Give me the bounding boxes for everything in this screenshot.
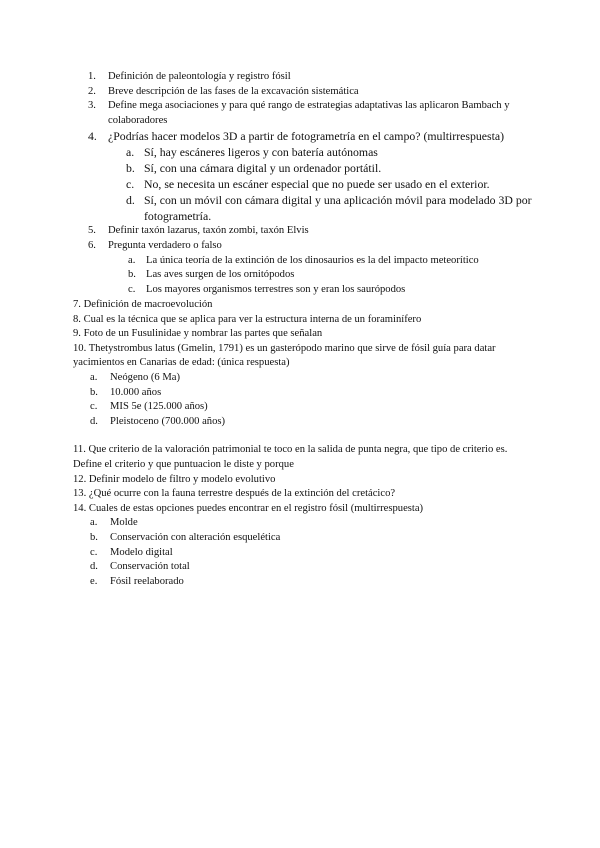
option-text: Sí, con un móvil con cámara digital y una aplicación móvil para modelado 3D por fotogrametría.	[144, 193, 532, 224]
option-item	[88, 176, 536, 192]
option-letter: e.	[90, 575, 98, 587]
list-item	[88, 70, 536, 85]
question-text: ¿Podrías hacer modelos 3D a partir de fotogrametría en el campo? (multirrespuesta)	[108, 129, 505, 144]
question-text: Definición de paleontología y registro fósil	[108, 71, 291, 82]
option-text: Sí, hay escáneres ligeros y con batería autónomas	[144, 145, 378, 160]
option-item	[73, 415, 536, 430]
numbered-question-list	[88, 70, 536, 297]
option-letter: b.	[126, 161, 135, 176]
item-number: 4.	[88, 129, 97, 144]
option-text: Modelo digital	[110, 546, 173, 558]
option-text: No, se necesita un escáner especial que no puede ser usado en el exterior.	[144, 177, 490, 192]
question-13: 13. ¿Qué ocurre con la fauna terrestre después de la extinción del cretácico?	[73, 488, 396, 500]
option-letter: b.	[90, 386, 98, 398]
option-item	[73, 400, 536, 415]
item-number: 5.	[88, 225, 96, 237]
question-4	[88, 128, 536, 144]
question-text: Define mega asociaciones y para qué rango de estrategias adaptativas las aplicaron Bambach y colaboradores	[108, 100, 510, 126]
option-letter: d.	[126, 193, 135, 208]
question-8: 8. Cual es la técnica que se aplica para ver la estructura interna de un foraminífero	[73, 313, 422, 325]
option-letter: b.	[90, 531, 98, 543]
option-letter: d.	[90, 561, 98, 573]
option-item	[88, 144, 536, 160]
option-text: Fósil reelaborado	[110, 575, 184, 587]
question-text: Definir taxón lazarus, taxón zombi, taxón Elvis	[108, 225, 309, 237]
question-text: Pregunta verdadero o falso	[108, 239, 222, 251]
question-12: 12. Definir modelo de filtro y modelo evolutivo	[73, 473, 276, 485]
option-text: Pleistoceno (700.000 años)	[110, 415, 226, 427]
option-letter: a.	[90, 517, 98, 529]
option-text: Sí, con una cámara digital y un ordenador portátil.	[144, 161, 382, 176]
option-item	[73, 371, 536, 386]
option-text: Molde	[110, 517, 138, 529]
option-item	[73, 575, 536, 590]
question-11: 11. Que criterio de la valoración patrimonial te toco en la salida de punta negra, que tipo de criterio es. Define el criterio y que puntuacion le diste y porque	[73, 444, 508, 470]
question-6	[88, 239, 536, 254]
option-item	[88, 268, 536, 283]
option-item	[73, 546, 536, 561]
question-5	[88, 224, 536, 239]
option-item	[73, 560, 536, 575]
question-9: 9. Foto de un Fusulinidae y nombrar las partes que señalan	[73, 328, 323, 340]
option-text: Neógeno (6 Ma)	[110, 371, 181, 383]
option-letter: c.	[90, 401, 98, 413]
option-letter: c.	[128, 283, 136, 295]
option-text: Conservación total	[110, 561, 190, 573]
option-item	[73, 531, 536, 546]
option-letter: b.	[128, 269, 136, 281]
option-letter: c.	[126, 177, 135, 192]
option-item	[88, 283, 536, 298]
option-item	[88, 160, 536, 176]
option-letter: c.	[90, 546, 98, 558]
option-item	[88, 254, 536, 269]
option-text: MIS 5e (125.000 años)	[110, 401, 208, 413]
item-number: 3.	[88, 100, 96, 112]
item-number: 2.	[88, 85, 96, 97]
spacer	[73, 429, 536, 443]
list-item	[88, 99, 536, 128]
list-item	[88, 85, 536, 100]
option-text: Las aves surgen de los ornitópodos	[146, 269, 295, 281]
option-letter: d.	[90, 415, 98, 427]
option-text: La única teoría de la extinción de los dinosaurios es la del impacto meteorítico	[146, 254, 479, 266]
question-10: 10. Thetystrombus latus (Gmelin, 1791) es un gasterópodo marino que sirve de fósil guía para datar yacimientos en Canarias de edad: (única respuesta)	[73, 342, 496, 369]
question-14: 14. Cuales de estas opciones puedes encontrar en el registro fósil (multirrespuesta)	[73, 502, 424, 514]
option-item	[73, 386, 536, 401]
question-list-continued	[73, 298, 536, 589]
question-text: Breve descripción de las fases de la excavación sistemática	[108, 85, 359, 97]
option-text: Conservación con alteración esquelética	[110, 531, 281, 543]
option-text: Los mayores organismos terrestres son y eran los saurópodos	[146, 283, 406, 295]
option-letter: a.	[128, 254, 136, 266]
option-item	[88, 192, 536, 224]
option-letter: a.	[126, 145, 135, 160]
option-text: 10.000 años	[110, 386, 162, 398]
item-number: 6.	[88, 239, 96, 251]
item-number: 1.	[88, 71, 96, 82]
question-7: 7. Definición de macroevolución	[73, 299, 213, 310]
option-item	[73, 516, 536, 531]
option-letter: a.	[90, 371, 98, 383]
